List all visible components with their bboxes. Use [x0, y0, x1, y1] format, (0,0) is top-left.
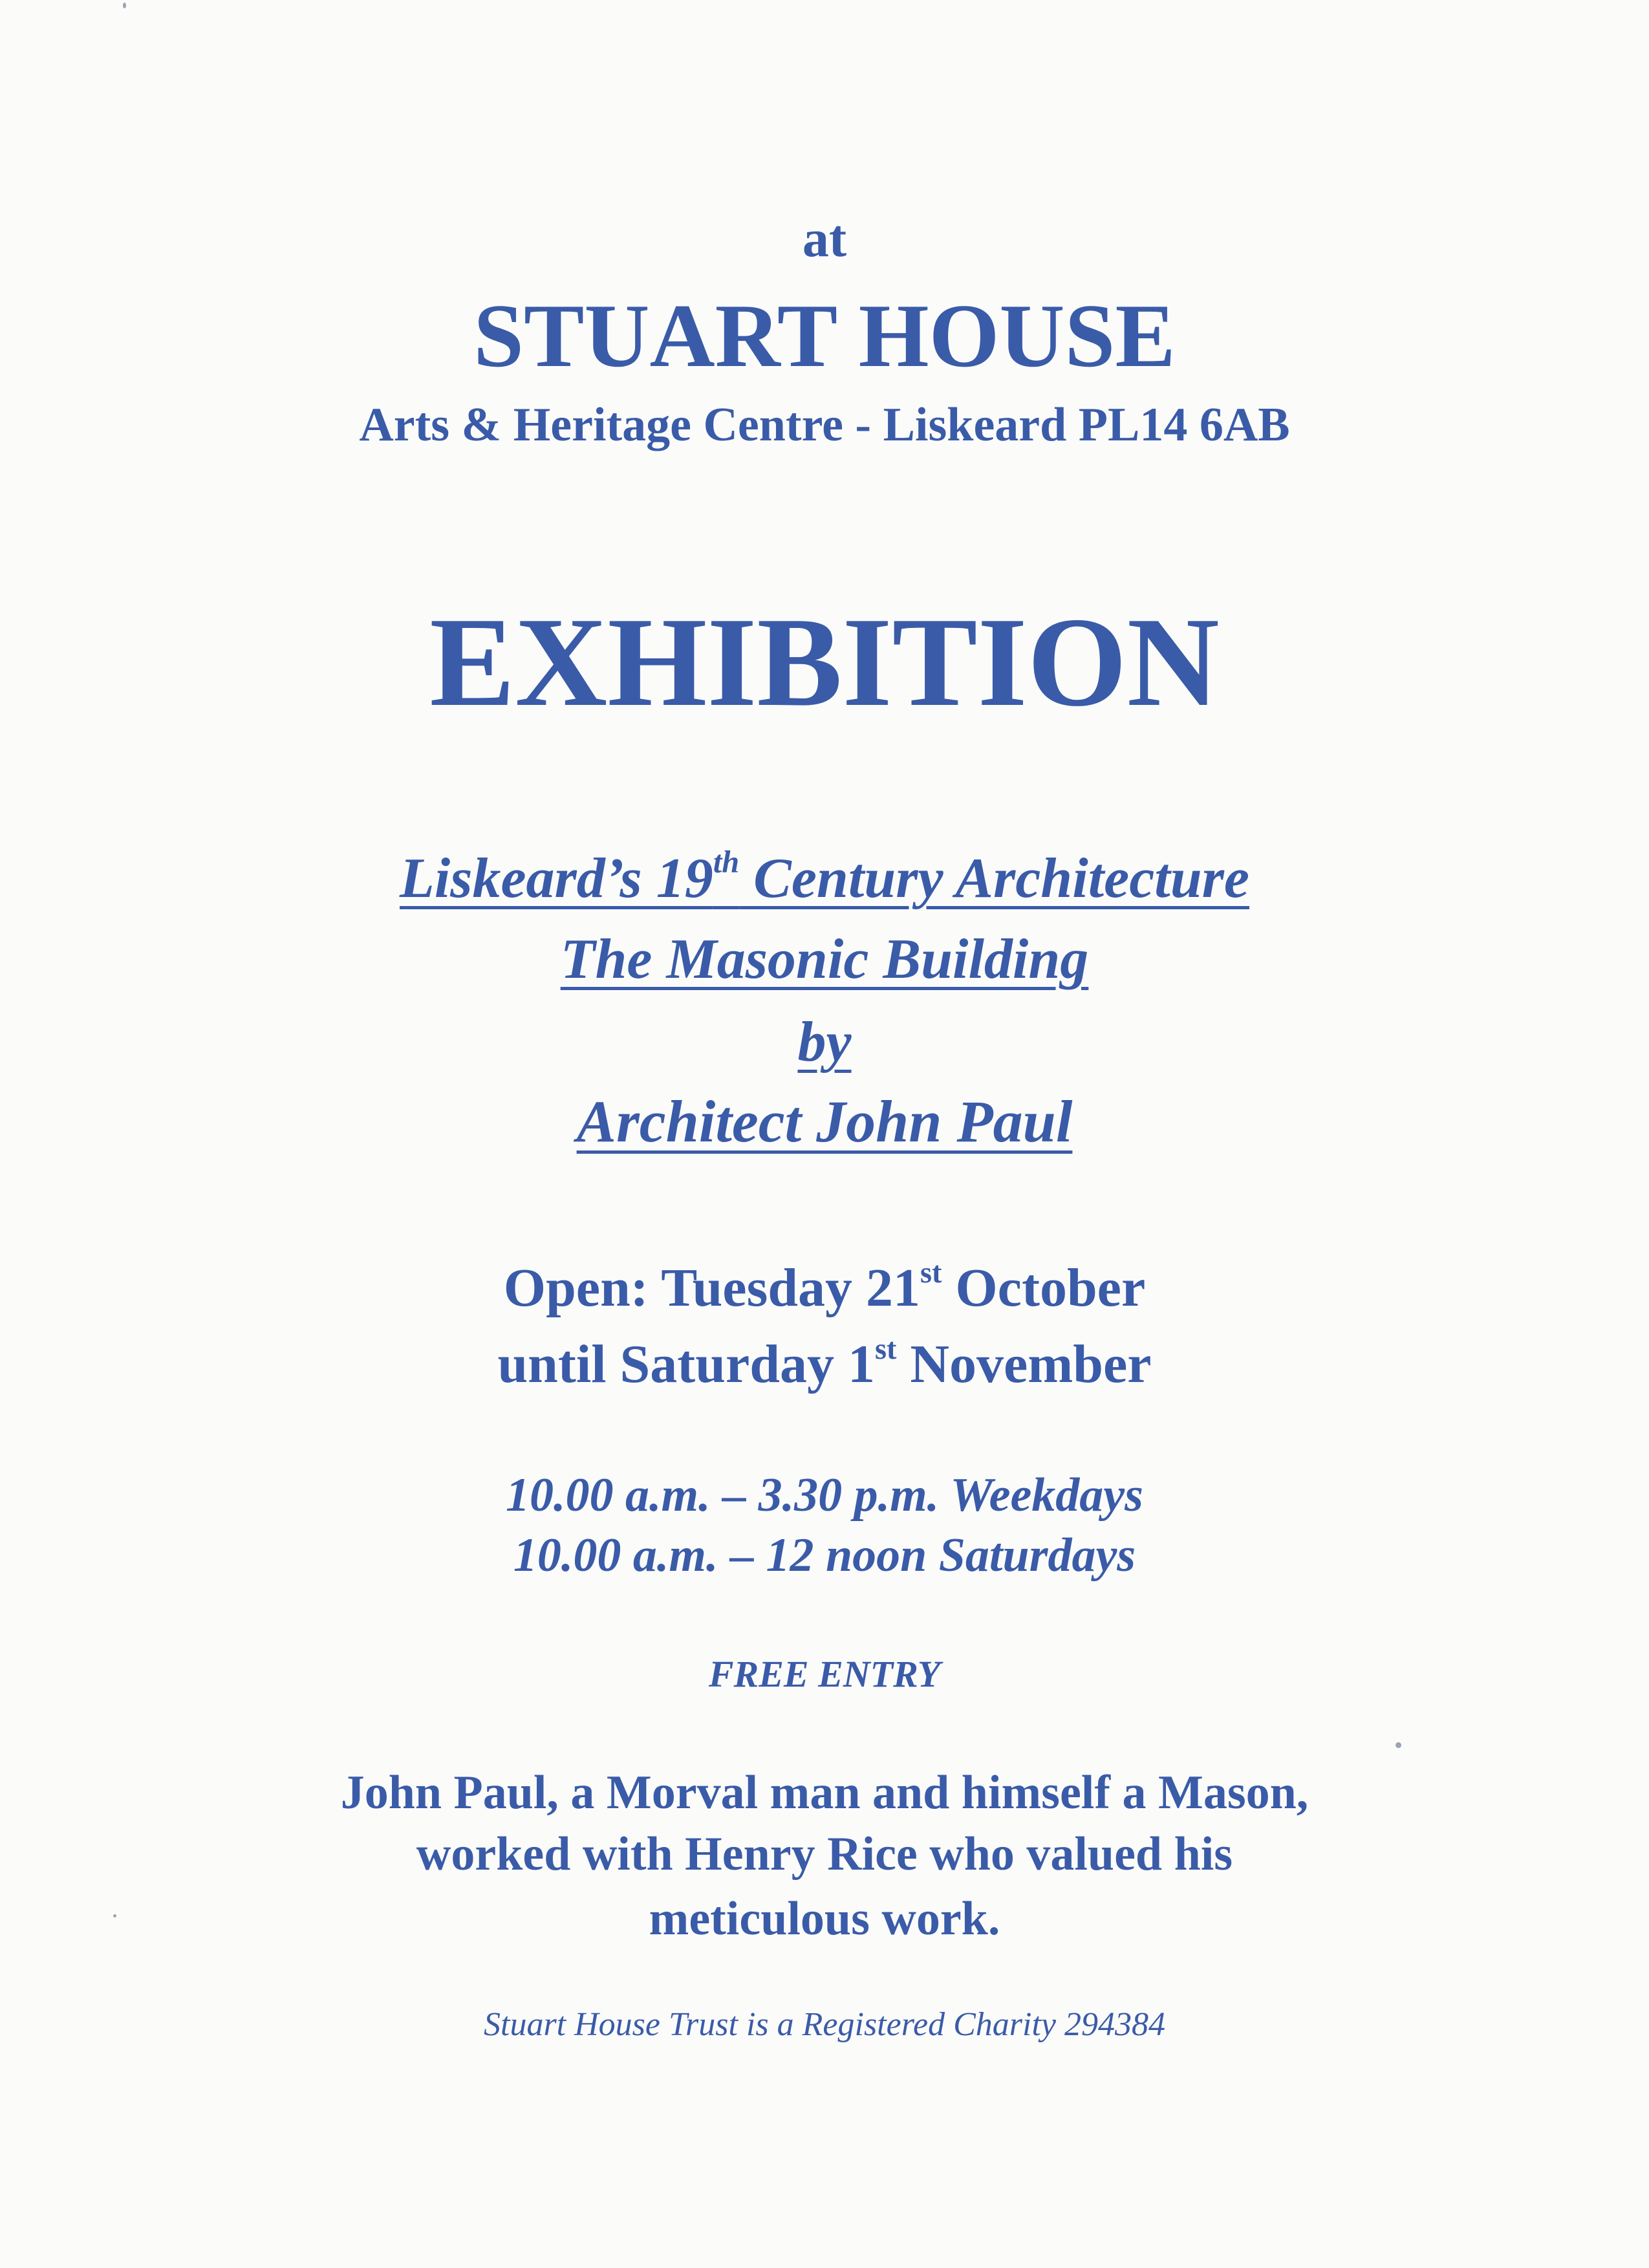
exhibition-heading: EXHIBITION — [429, 591, 1220, 733]
hours-saturdays: 10.00 a.m. – 12 noon Saturdays — [513, 1529, 1136, 1582]
venue-at: at — [802, 209, 847, 268]
scan-speck — [123, 3, 126, 8]
venue-subtitle: Arts & Heritage Centre - Liskeard PL14 6AB — [359, 398, 1290, 451]
hours-weekdays: 10.00 a.m. – 3.30 p.m. Weekdays — [506, 1469, 1143, 1522]
venue-name: STUART HOUSE — [473, 286, 1176, 386]
title-line-1: Liskeard’s 19th Century Architecture — [400, 845, 1249, 910]
description-line-1: John Paul, a Morval man and himself a Mason, — [340, 1766, 1309, 1819]
exhibition-title — [0, 845, 1649, 910]
description-line-2: worked with Henry Rice who valued his — [416, 1828, 1233, 1881]
description-line-3: meticulous work. — [649, 1892, 1000, 1945]
title-line-4: Architect John Paul — [576, 1088, 1073, 1154]
open-dates-line-2: until Saturday 1st November — [497, 1332, 1152, 1394]
title-line-3: by — [797, 1011, 852, 1074]
free-entry: FREE ENTRY — [708, 1653, 941, 1695]
charity-footer: Stuart House Trust is a Registered Charity 294384 — [484, 2006, 1165, 2043]
open-dates-line-1: Open: Tuesday 21st October — [503, 1256, 1146, 1318]
title-line-2: The Masonic Building — [560, 928, 1089, 991]
scan-speck — [1396, 1742, 1401, 1748]
